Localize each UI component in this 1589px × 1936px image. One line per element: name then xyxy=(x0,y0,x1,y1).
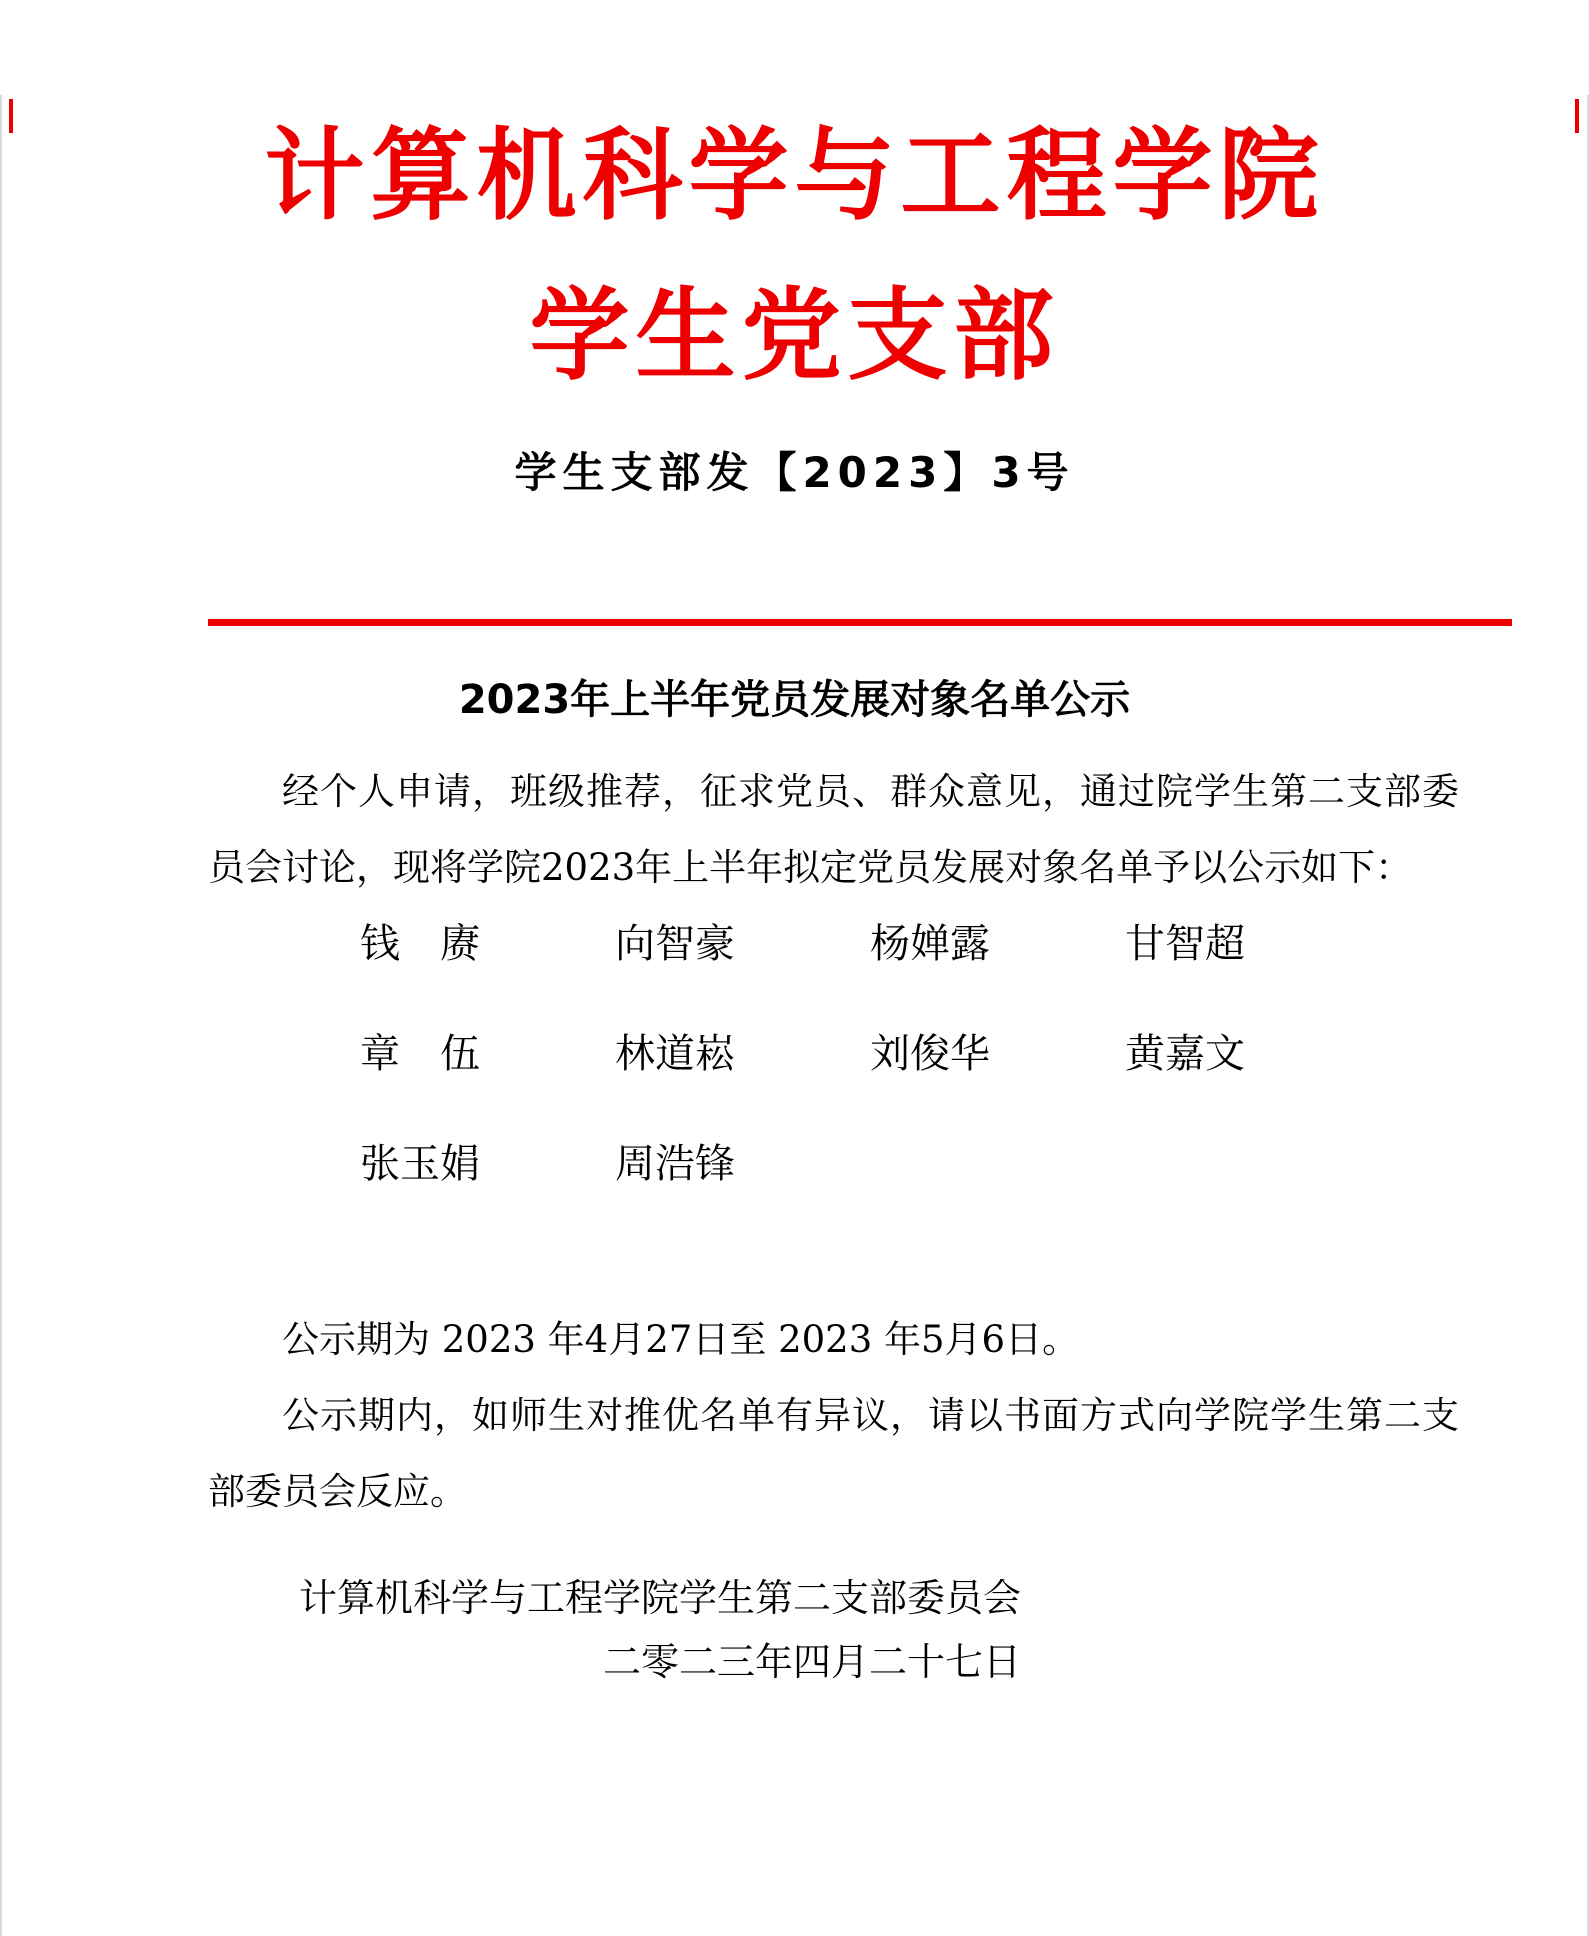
candidate-name: 章 伍 xyxy=(360,1031,480,1077)
candidate-name: 甘智超 xyxy=(1125,921,1245,967)
page-border-mark-left xyxy=(9,99,13,133)
signature-committee: 计算机科学与工程学院学生第二支部委员会 xyxy=(298,1576,1021,1620)
candidate-name: 林道崧 xyxy=(615,1031,735,1077)
document-page xyxy=(0,95,1589,1936)
notice-title: 2023年上半年党员发展对象名单公示 xyxy=(458,677,1131,723)
candidate-name-list xyxy=(208,916,1459,1192)
candidate-name: 刘俊华 xyxy=(870,1031,990,1077)
intro-paragraph: 经个人申请，班级推荐，征求党员、群众意见，通过院学生第二支部委员会讨论，现将学院2023年上半年拟定党员发展对象名单予以公示如下： xyxy=(208,770,1459,889)
candidate-name: 张玉娟 xyxy=(360,1141,480,1187)
letterhead-line2: 学生党支部 xyxy=(529,276,1060,394)
candidate-name: 黄嘉文 xyxy=(1125,1031,1245,1077)
page-border-mark-right xyxy=(1575,99,1579,133)
notice-body xyxy=(0,754,1589,1694)
candidate-name: 周浩锋 xyxy=(615,1141,735,1187)
document-number: 学生支部发【2023】3号 xyxy=(514,448,1075,497)
publicity-period-paragraph: 公示期为 2023 年4月27日至 2023 年5月6日。 xyxy=(282,1318,1080,1361)
candidate-name: 钱 赓 xyxy=(360,921,480,967)
name-row-3 xyxy=(208,1136,1459,1192)
candidate-name: 杨婵露 xyxy=(870,921,990,967)
signature-block xyxy=(208,1566,1459,1694)
objection-paragraph: 公示期内，如师生对推优名单有异议，请以书面方式向学院学生第二支部委员会反应。 xyxy=(208,1394,1459,1513)
name-row-2 xyxy=(208,1026,1459,1082)
page-left-edge xyxy=(0,95,2,1936)
signature-date: 二零二三年四月二十七日 xyxy=(602,1640,1021,1684)
name-row-1 xyxy=(208,916,1459,972)
letterhead-line1: 计算机科学与工程学院 xyxy=(264,116,1325,234)
candidate-name: 向智豪 xyxy=(615,921,735,967)
red-divider-line xyxy=(208,619,1512,626)
red-letterhead xyxy=(0,95,1589,415)
